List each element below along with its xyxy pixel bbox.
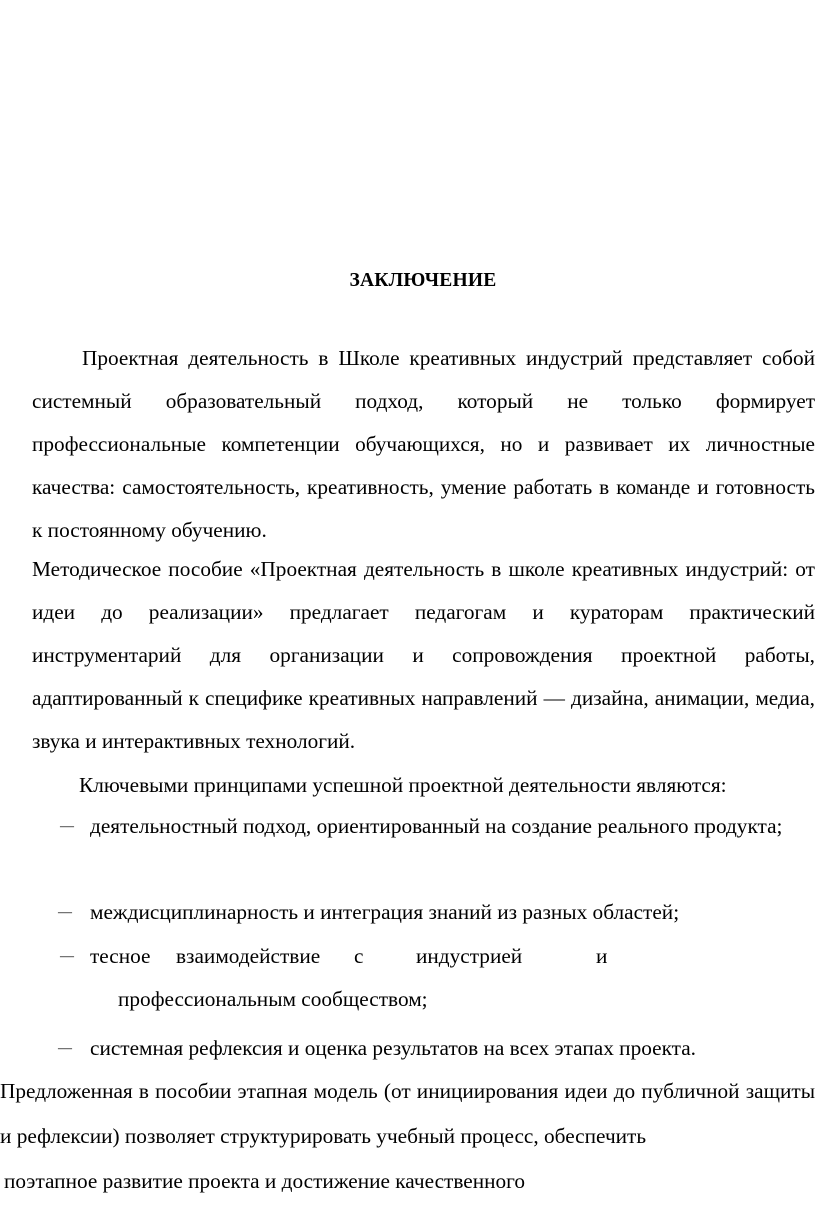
paragraph-principles-lead: Ключевыми принципами успешной проектной деятельности являются: <box>79 773 727 797</box>
page-title: ЗАКЛЮЧЕНИЕ <box>349 270 497 291</box>
list-marker: — <box>58 1041 72 1056</box>
paragraph-stage-model <box>0 1069 815 1204</box>
list-item: междисциплинарность и интеграция знаний из разных областей; <box>90 900 680 924</box>
paragraph-stage-model-text: Предложенная в пособии этапная модель (от инициирования идеи до публичной защиты и рефлексии) позволяет структурировать учебный процесс, обеспечить <box>0 1079 815 1148</box>
list-item: системная рефлексия и оценка результатов на всех этапах проекта. <box>90 1036 696 1060</box>
paragraph-manual: Методическое пособие «Проектная деятельность в школе креативных индустрий: от идеи до реализации» предлагает педагогам и кураторам практический инструментарий для организации и сопровождения проектной работы, адаптированный к специфике креативных направлений — дизайна, анимации, медиа, звука и интерактивных технологий. <box>32 557 815 753</box>
list-word: и <box>596 944 608 968</box>
list-marker: — <box>60 949 74 964</box>
list-marker: — <box>60 819 74 834</box>
list-item: деятельностный подход, ориентированный на создание реального продукта; <box>90 814 783 838</box>
list-item-continuation: профессиональным сообществом; <box>118 987 428 1011</box>
list-word: с <box>354 944 364 968</box>
list-marker: — <box>58 905 72 920</box>
list-word: взаимодействие <box>176 944 321 968</box>
list-word: индустрией <box>416 944 523 968</box>
paragraph-intro: Проектная деятельность в Школе креативных индустрий представляет собой системный образовательный подход, который не только формирует профессиональные компетенции обучающихся, но и развивает их личностные качества: самостоятельность, креативность, умение работать в команде и готовность к постоянному обучению. <box>32 346 815 542</box>
paragraph-stage-model-last-line: поэтапное развитие проекта и достижение качественного <box>4 1169 526 1193</box>
list-word: тесное <box>90 944 151 968</box>
